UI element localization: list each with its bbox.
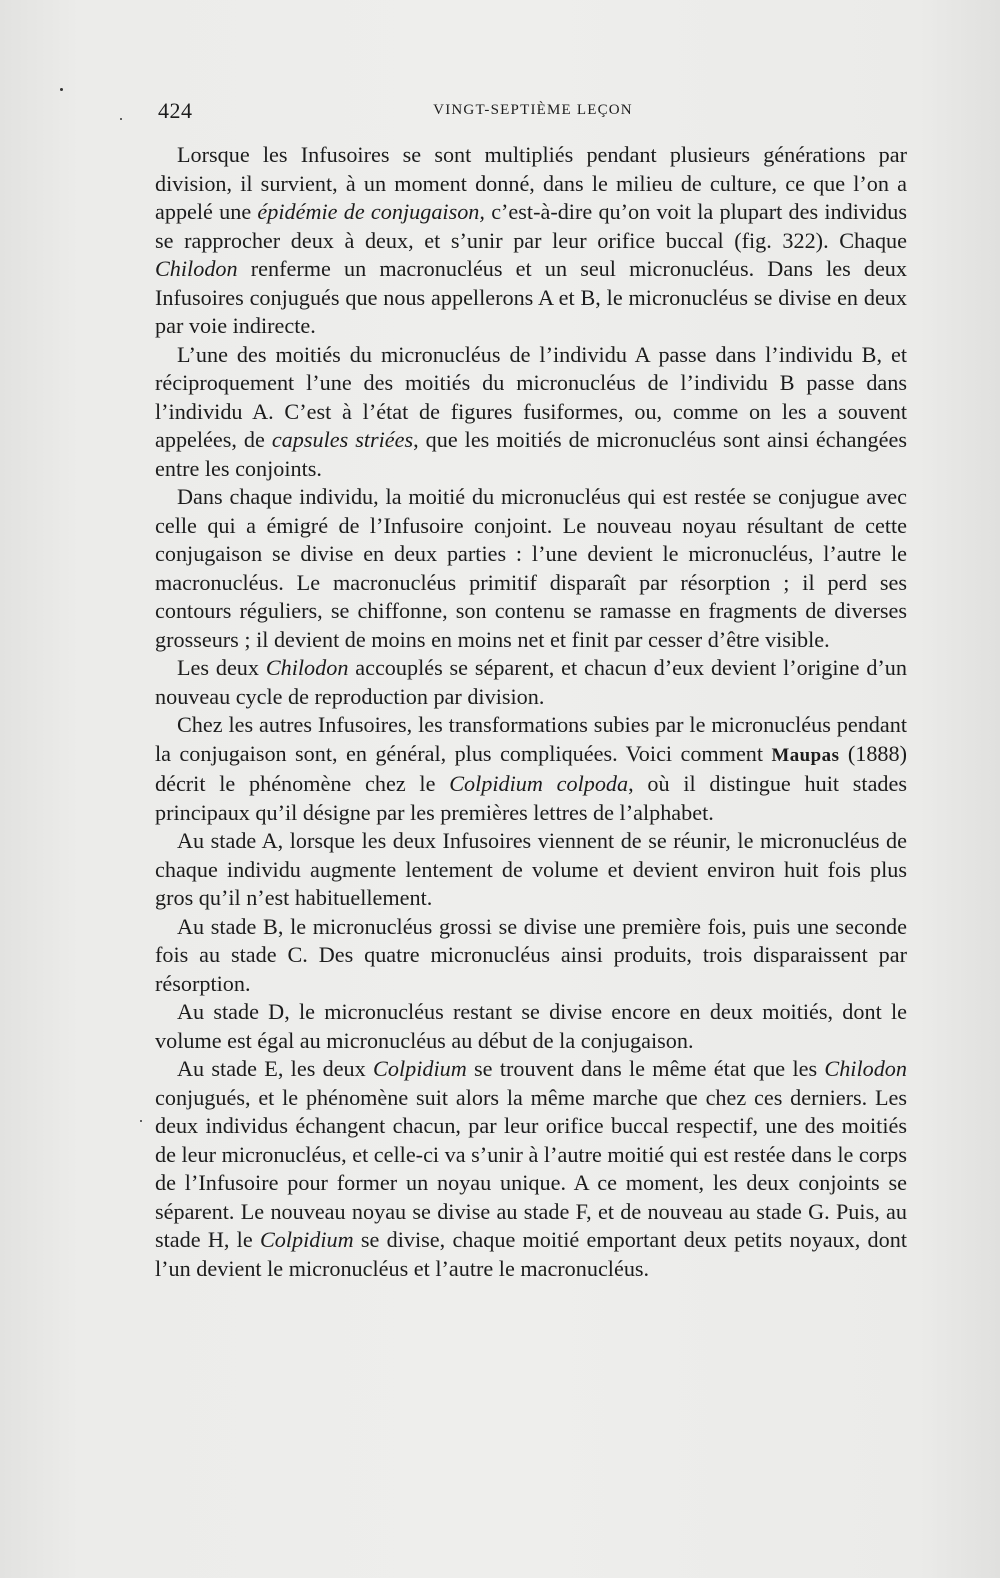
text-segment: , que les moitiés de micronucléus sont ainsi échangées entre les conjoints. <box>155 427 907 481</box>
author-name: Maupas <box>771 744 840 766</box>
ink-speck <box>120 118 122 120</box>
italic-text: Colpidium <box>259 1227 354 1252</box>
italic-text: Colpidium <box>373 1056 467 1081</box>
text-segment: Au stade E, les deux <box>177 1056 374 1081</box>
italic-text: épidémie de conjugaison, <box>257 199 485 224</box>
paragraph <box>155 483 907 654</box>
text-segment: Au stade A, lorsque les deux Infusoires viennent de se réunir, le micronucléus de chaque individu augmente lentement de volume et devient environ huit fois plus gros qu’il n’est habituellement. <box>155 828 907 910</box>
paragraph <box>155 998 907 1055</box>
italic-text: capsules striées <box>271 427 414 452</box>
paragraph <box>155 1055 907 1283</box>
paragraph <box>155 827 907 913</box>
text-segment: Au stade D, le micronucléus restant se divise encore en deux moitiés, dont le volume est égal au micronucléus au début de la conjugaison. <box>155 999 907 1053</box>
italic-text: Chilodon <box>824 1056 907 1081</box>
text-segment: Au stade B, le micronucléus grossi se divise une première fois, puis une seconde fois au stade C. Des quatre micronucléus ainsi produits, trois disparaissent par résorption. <box>155 913 907 996</box>
paragraph <box>155 711 907 827</box>
text-segment: (1888) décrit le phénomène chez le <box>155 740 907 796</box>
text-segment: renferme un macronucléus et un seul micronucléus. Dans les deux Infusoires conjugués que nous appellerons A et B, le micronucléus se divise en deux par voie indirecte. <box>155 256 907 338</box>
paragraph <box>155 913 907 999</box>
text-segment: Les deux <box>177 655 266 680</box>
ink-speck <box>60 88 63 91</box>
paragraph <box>155 654 907 711</box>
text-segment: Lorsque les Infusoires se sont multipliés pendant plusieurs générations par division, il survient, à un moment donné, dans le milieu de culture, ce que l’on a appelé une <box>155 142 907 224</box>
text-segment: conjugués, et le phénomène suit alors la même marche que chez ces derniers. Les deux individus échangent chacun, par leur orifice buccal respectif, une des moitiés de leur micronucléus, et celle-ci va s’unir à l’autre moitié qui est restée dans le corps de l’Infusoire pour former un noyau unique. A ce moment, les deux conjoints se séparent. Le nouveau noyau se divise au stade F, et de nouveau au stade G. Puis, au stade H, le <box>155 1084 907 1252</box>
italic-text: Chilodon <box>265 655 349 680</box>
paragraph <box>155 341 907 484</box>
text-segment: se divise, chaque moitié emportant deux petits noyaux, dont l’un devient le micronucléus et l’autre le macronucléus. <box>155 1227 907 1281</box>
italic-text: Colpidium colpoda <box>449 771 629 796</box>
italic-text: Chilodon <box>155 256 238 281</box>
text-segment: Dans chaque individu, la moitié du micronucléus qui est restée se conjugue avec celle qui a émigré de l’Infusoire conjoint. Le nouveau noyau résultant de cette conjugaison se divise en deux parties : l’une devient le micronucléus, l’autre le macronucléus. Le macronucléus primitif disparaît par résorption ; il perd ses contours réguliers, se chiffonne, son contenu se ramasse en fragments de diverses grosseurs ; il devient de moins en moins net et finit par cesser d’être visible. <box>155 484 907 652</box>
text-segment: accouplés se séparent, et chacun d’eux devient l’origine d’un nouveau cycle de reproduction par division. <box>155 655 907 709</box>
ink-speck <box>140 1120 142 1122</box>
text-segment: , où il distingue huit stades principaux qu’il désigne par les premières lettres de l’alphabet. <box>155 771 907 825</box>
running-title: VINGT-SEPTIÈME LEÇON <box>433 102 633 118</box>
text-segment: L’une des moitiés du micronucléus de l’individu A passe dans l’individu B, et réciproquement l’une des moitiés du micronucléus de l’individu B passe dans l’individu A. C’est à l’état de figures fusiformes, ou, comme on les a souvent appelées, de <box>155 341 907 452</box>
text-segment: Chez les autres Infusoires, les transformations subies par le micronucléus pendant la conjugaison sont, en général, plus compliquées. Voici comment <box>155 712 907 766</box>
page-header <box>158 98 908 128</box>
text-segment: c’est-à-dire qu’on voit la plupart des individus se rapprocher deux à deux, et s’unir par leur orifice buccal (fig. 322). Chaque <box>155 199 907 253</box>
body-text <box>155 141 907 1283</box>
text-segment: se trouvent dans le même état que les <box>466 1056 825 1081</box>
page-number: 424 <box>158 98 193 123</box>
paragraph <box>155 141 907 341</box>
